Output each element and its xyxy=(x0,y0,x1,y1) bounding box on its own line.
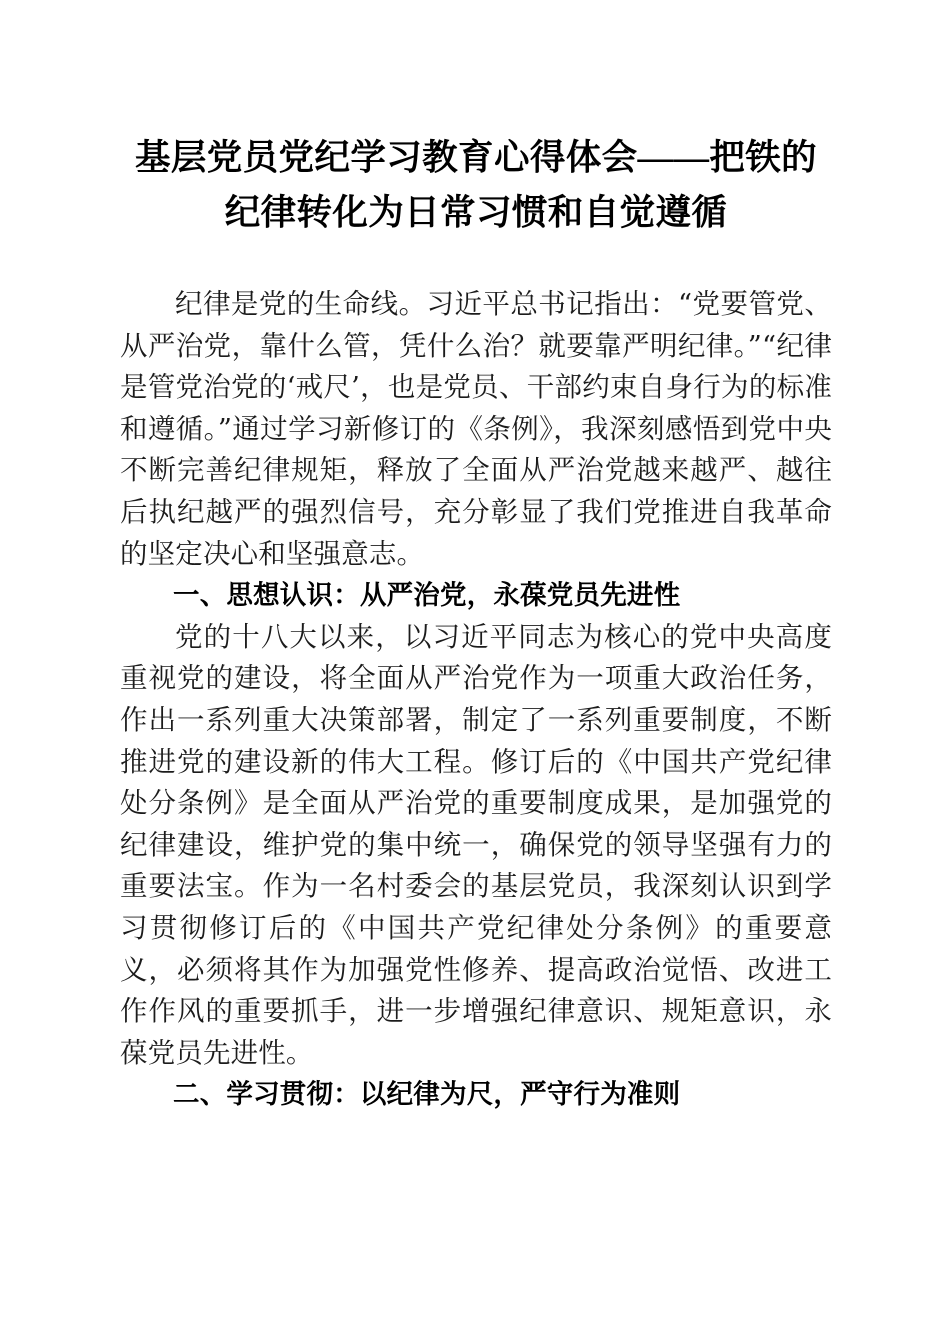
page-title: 基层党员党纪学习教育心得体会——把铁的纪律转化为日常习惯和自觉遵循 xyxy=(134,137,818,232)
body-paragraph-1: 纪律是党的生命线。习近平总书记指出：“党要管党、从严治党，靠什么管，凭什么治？就要靠严明纪律。”“纪律是管党治党的‘戒尺’，也是党员、干部约束自身行为的标准和遵循。”通过学习新修订的《条例》，我深刻感悟到党中央不断完善纪律规矩，释放了全面从严治党越来越严、越往后执纪越严的强烈信号，充分彰显了我们党推进自我革命的坚定决心和坚强意志。 xyxy=(120,288,832,570)
body-paragraph-2: 党的十八大以来，以习近平同志为核心的党中央高度重视党的建设，将全面从严治党作为一项重大政治任务，作出一系列重大决策部署，制定了一系列重要制度，不断推进党的建设新的伟大工程。修订后的《中国共产党纪律处分条例》是全面从严治党的重要制度成果，是加强党的纪律建设，维护党的集中统一，确保党的领导坚强有力的重要法宝。作为一名村委会的基层党员，我深刻认识到学习贯彻修订后的《中国共产党纪律处分条例》的重要意义，必须将其作为加强党性修养、提高政治觉悟、改进工作作风的重要抓手，进一步增强纪律意识、规矩意识，永葆党员先进性。 xyxy=(120,620,832,1069)
document-content-column xyxy=(120,0,832,1116)
section-heading-2: 二、学习贯彻：以纪律为尺，严守行为准则 xyxy=(173,1079,681,1110)
section-heading-1: 一、思想认识：从严治党，永葆党员先进性 xyxy=(173,580,681,611)
